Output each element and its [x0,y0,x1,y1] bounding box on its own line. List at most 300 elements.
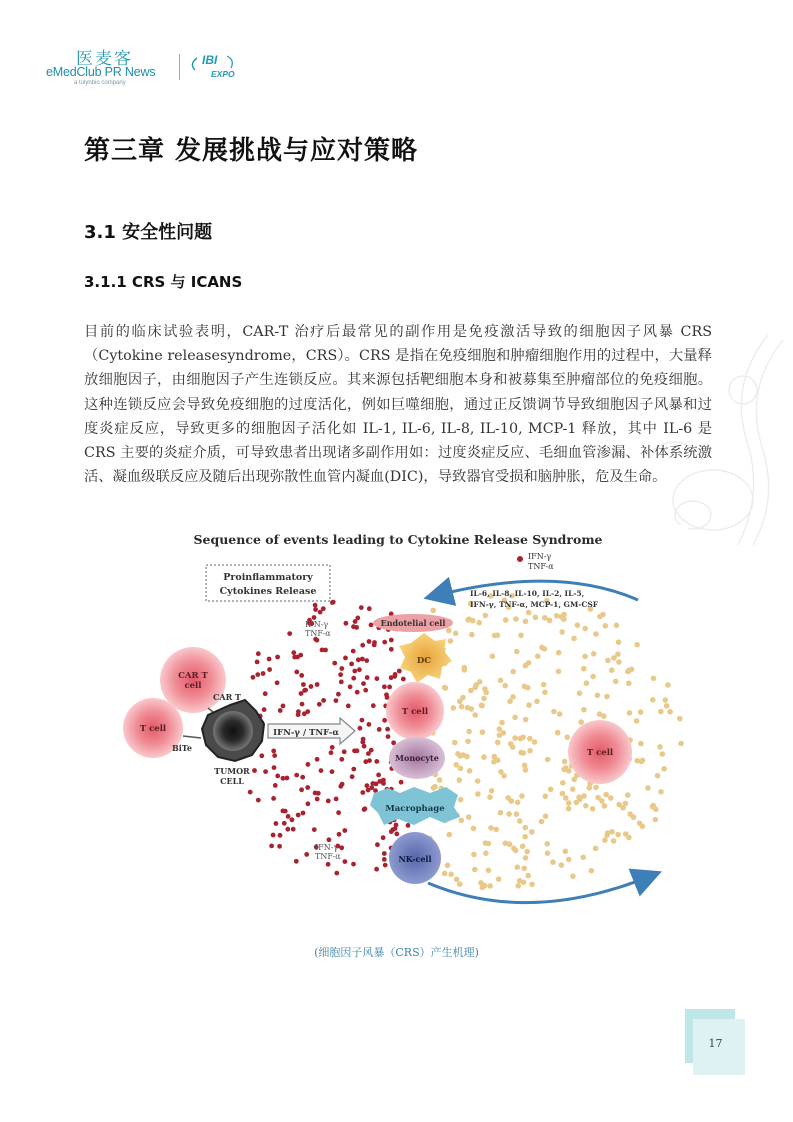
red-cytokine-dot [384,692,389,697]
tan-cytokine-dot [481,696,487,702]
tan-cytokine-dot [554,613,560,619]
tan-cytokine-dot [430,608,436,614]
tan-cytokine-dot [451,705,457,711]
red-cytokine-dot [372,643,377,648]
tan-cytokine-dot [487,794,493,800]
red-cytokine-dot [271,833,276,838]
tan-cytokine-dot [475,778,481,784]
tan-cytokine-dot [581,707,587,713]
tan-cytokine-dot [611,655,617,661]
red-cytokine-dot [382,857,387,862]
red-cytokine-dot [296,813,301,818]
tan-cytokine-dot [529,882,535,888]
tan-cytokine-dot [498,678,504,684]
tan-cytokine-dot [559,614,565,620]
tan-cytokine-dot [515,864,521,870]
tan-cytokine-dot [634,642,640,648]
tan-cytokine-dot [496,876,502,882]
monocyte-label: Monocyte [395,753,439,763]
red-cytokine-dot [382,640,387,645]
tan-cytokine-dot [629,667,635,673]
red-cytokine-dot [383,863,388,868]
tan-cytokine-dot [566,857,572,863]
tan-cytokine-dot [467,768,473,774]
tan-cytokine-dot [638,741,644,747]
red-cytokine-dot [369,623,374,628]
tan-cytokine-dot [488,825,494,831]
red-cytokine-dot [360,643,365,648]
red-cytokine-dot [296,712,301,717]
tan-cytokine-dot [623,801,629,807]
tan-cytokine-dot [519,793,525,799]
red-cytokine-dot [399,780,404,785]
red-cytokine-dot [306,801,311,806]
red-cytokine-dot [285,827,290,832]
tan-cytokine-dot [487,883,493,889]
t-cell-center-label: T cell [401,707,429,717]
red-cytokine-dot [275,680,280,685]
tan-cytokine-dot [526,610,532,616]
red-cytokine-dot [313,603,318,608]
red-cytokine-dot [281,809,286,814]
red-cytokine-dot [275,655,280,660]
red-cytokine-dot [348,684,353,689]
red-cytokine-dot [353,619,358,624]
tan-cytokine-dot [560,780,566,786]
tan-cytokine-dot [564,734,570,740]
tan-cytokine-dot [513,848,519,854]
red-cytokine-dot [301,811,306,816]
red-cytokine-dot [369,748,374,753]
tan-cytokine-dot [640,824,646,830]
tan-cytokine-dot [655,773,661,779]
expo-logo-top: IBI [202,53,218,67]
tan-cytokine-dot [583,803,589,809]
chapter-title: 第三章 发展挑战与应对策略 [84,136,419,166]
macrophage-label: Macrophage [385,804,445,814]
tan-cytokine-dot [580,855,586,861]
tan-cytokine-dot [597,614,603,620]
red-cytokine-dot [298,653,303,658]
body-paragraph: 目前的临床试验表明，CAR-T 治疗后最常见的副作用是免疫激活导致的细胞因子风暴 CRS（Cytokine releasesyndrome，CRS）。CRS 是指在免疫细胞和肿瘤细胞作用的过程中，大量释放细胞因子，由细胞因子产生连锁反应。其来源包括靶细胞本身和被募集至肿瘤部位的免疫细胞。这种连锁反应会导致免疫细胞的过度活化，例如巨噬细胞，通过正反馈调节导致细胞因子风暴和过度炎症反应，导致更多的细胞因子活化如 IL-1, IL-6, IL-8, IL-10, MCP-1 释放，其中 IL-6 是 CRS 主要的炎症介质，可导致患者出现诸多副作用如：过度炎症反应、毛细血管渗漏、补体系统激活、凝血级联反应及随后出现弥散性血管内凝血(DIC)，导致器官受损和脑肿胀，危及生命。 [84,324,712,486]
tan-cytokine-dot [493,827,499,833]
logo-english-name: eMedClub PR News [46,65,156,79]
tan-cytokine-dot [503,617,509,623]
subsection-title: 3.1.1 CRS 与 ICANS [84,273,243,291]
red-cytokine-dot [365,783,370,788]
red-cytokine-dot [299,673,304,678]
tan-cytokine-dot [471,852,477,858]
red-cytokine-dot [315,757,320,762]
car-t-cell-label-2: cell [184,681,202,691]
tan-cytokine-dot [645,785,651,791]
tan-cytokine-dot [512,735,518,741]
tan-cytokine-dot [521,880,527,886]
tan-cytokine-dot [543,813,549,819]
tan-cytokine-dot [462,665,468,671]
red-cytokine-dot [304,852,309,857]
red-cytokine-dot [391,740,396,745]
red-cytokine-dot [360,718,365,723]
red-cytokine-dot [364,658,369,663]
tan-cytokine-dot [638,709,644,715]
tan-cytokine-dot [616,639,622,645]
t-cell-left-label: T cell [139,724,167,734]
tan-cytokine-dot [556,669,562,675]
tan-cytokine-dot [502,683,508,689]
tan-cytokine-dot [512,715,518,721]
cytokine-list-1: IL-6, IL-8, IL-10, IL-2, IL-5, [470,589,585,598]
red-cytokine-dot [363,688,368,693]
lower-ifn-label: IFN-γ [315,843,339,852]
red-cytokine-dot [358,726,363,731]
tan-cytokine-dot [657,744,663,750]
tan-cytokine-dot [499,720,505,726]
tan-cytokine-dot [468,688,474,694]
tan-cytokine-dot [663,697,669,703]
tan-cytokine-dot [578,719,584,725]
red-cytokine-dot [299,691,304,696]
header-logo [46,44,296,92]
tan-cytokine-dot [562,759,568,765]
red-cytokine-dot [367,639,372,644]
tan-cytokine-dot [658,709,664,715]
red-cytokine-dot [339,666,344,671]
tan-cytokine-dot [446,628,452,634]
tan-cytokine-dot [651,803,657,809]
red-cytokine-dot [389,647,394,652]
red-cytokine-dot [389,829,394,834]
red-cytokine-dot [313,791,318,796]
tan-cytokine-dot [472,867,478,873]
expo-logo-bottom: EXPO [211,69,235,79]
red-cytokine-dot [323,648,328,653]
red-cytokine-dot [360,657,365,662]
red-cytokine-dot [290,817,295,822]
red-cytokine-dot [300,702,305,707]
tan-cytokine-dot [545,850,551,856]
tan-cytokine-dot [611,838,617,844]
tan-cytokine-dot [678,741,684,747]
tan-cytokine-dot [514,649,520,655]
tan-cytokine-dot [595,693,601,699]
tan-cytokine-dot [523,855,529,861]
red-cytokine-dot [376,773,381,778]
red-cytokine-dot [326,862,331,867]
tan-cytokine-dot [526,702,532,708]
tan-cytokine-dot [533,615,539,621]
red-cytokine-dot [272,765,277,770]
tan-cytokine-dot [469,632,475,638]
tan-cytokine-dot [609,667,615,673]
red-cytokine-dot [319,768,324,773]
red-cytokine-dot [375,842,380,847]
red-cytokine-dot [330,769,335,774]
legend-tnf: TNF-α [528,562,554,571]
logo-subtitle: a tulynbio company [74,80,126,86]
tan-cytokine-dot [448,638,454,644]
tan-cytokine-dot [603,792,609,798]
tan-cytokine-dot [570,874,576,880]
tan-cytokine-dot [570,786,576,792]
tan-cytokine-dot [605,658,611,664]
tan-cytokine-dot [498,810,504,816]
red-cytokine-dot [286,814,291,819]
lower-tnf-label: TNF-α [315,852,341,861]
car-t-cell-label-1: CAR T [178,671,208,681]
tan-cytokine-dot [457,777,463,783]
tan-cytokine-dot [459,818,465,824]
red-cytokine-dot [339,680,344,685]
tan-cytokine-dot [571,777,577,783]
tan-cytokine-dot [483,613,489,619]
tan-cytokine-dot [575,622,581,628]
red-cytokine-dot [394,832,399,837]
tan-cytokine-dot [442,685,448,691]
upper-tnf-label: TNF-α [305,629,331,638]
red-cytokine-dot [248,790,253,795]
tan-cytokine-dot [475,791,481,797]
dc-label: DC [416,656,432,666]
red-cytokine-dot [329,750,334,755]
red-cytokine-dot [259,753,264,758]
red-cytokine-dot [381,781,386,786]
red-cytokine-dot [397,669,402,674]
tan-cytokine-dot [492,754,498,760]
tan-cytokine-dot [631,814,637,820]
red-cytokine-dot [363,806,368,811]
tan-cytokine-dot [587,785,593,791]
tan-cytokine-dot [548,787,554,793]
red-cytokine-dot [406,823,411,828]
tan-cytokine-dot [524,849,530,855]
tan-cytokine-dot [515,883,521,889]
tan-cytokine-dot [510,694,516,700]
tan-cytokine-dot [614,623,620,629]
red-cytokine-dot [262,707,267,712]
tan-cytokine-dot [486,841,492,847]
tan-cytokine-dot [523,825,529,831]
tan-cytokine-dot [566,806,572,812]
tan-cytokine-dot [437,777,443,783]
tan-cytokine-dot [521,750,527,756]
tan-cytokine-dot [486,868,492,874]
red-cytokine-dot [272,753,277,758]
tan-cytokine-dot [602,837,608,843]
tan-cytokine-dot [465,705,471,711]
tan-cytokine-dot [582,654,588,660]
tan-cytokine-dot [465,739,471,745]
red-cytokine-dot [343,656,348,661]
red-cytokine-dot [309,684,314,689]
red-cytokine-dot [303,688,308,693]
tan-cytokine-dot [589,868,595,874]
tan-cytokine-dot [448,872,454,878]
red-cytokine-dot [261,671,266,676]
car-t-receptor-label: CAR T [213,692,241,702]
red-cytokine-dot [267,657,272,662]
red-cytokine-dot [255,660,260,665]
tan-cytokine-dot [581,793,587,799]
tan-cytokine-dot [591,651,597,657]
tan-cytokine-dot [510,744,516,750]
tan-cytokine-dot [466,729,472,735]
red-cytokine-dot [374,867,379,872]
tan-cytokine-dot [577,690,583,696]
tan-cytokine-dot [634,758,640,764]
red-cytokine-dot [294,773,299,778]
red-cytokine-dot [382,684,387,689]
tan-cytokine-dot [532,739,538,745]
expo-logo [185,50,245,86]
red-cytokine-dot [291,650,296,655]
red-cytokine-dot [301,682,306,687]
t-cell-right-label: T cell [586,748,614,758]
tan-cytokine-dot [457,699,463,705]
tan-cytokine-dot [597,711,603,717]
red-cytokine-dot [346,704,351,709]
red-cytokine-dot [351,767,356,772]
endothelial-label: Endotelial cell [380,618,446,628]
cytokine-list-2: IFN-γ, TNF-α, MCP-1, GM-CSF [470,600,599,609]
tan-cytokine-dot [498,769,504,775]
red-cytokine-dot [357,667,362,672]
red-cytokine-dot [393,826,398,831]
tan-cytokine-dot [542,615,548,621]
red-cytokine-dot [269,844,274,849]
legend-ifn: IFN-γ [528,552,552,561]
red-cytokine-dot [299,787,304,792]
tan-cytokine-dot [543,794,549,800]
red-cytokine-dot [263,769,268,774]
red-cytokine-dot [371,703,376,708]
tan-cytokine-dot [506,811,512,817]
red-cytokine-dot [343,859,348,864]
tan-cytokine-dot [535,653,541,659]
red-cytokine-dot [317,702,322,707]
crs-diagram [108,525,688,915]
red-cytokine-dot [256,798,261,803]
red-cytokine-dot [367,758,372,763]
red-cytokine-dot [271,796,276,801]
tan-cytokine-dot [522,834,528,840]
red-cytokine-dot [385,727,390,732]
tan-cytokine-dot [534,699,540,705]
red-cytokine-dot [313,607,318,612]
tan-cytokine-dot [665,682,671,688]
tan-cytokine-dot [626,681,632,687]
red-cytokine-dot [273,783,278,788]
nk-cell-label: NK-cell [398,854,432,864]
red-cytokine-dot [252,768,257,773]
tan-cytokine-dot [480,729,486,735]
red-cytokine-dot [361,737,366,742]
tan-cytokine-dot [541,682,547,688]
tan-cytokine-dot [599,798,605,804]
red-cytokine-dot [255,672,260,677]
tan-cytokine-dot [664,703,670,709]
red-cytokine-dot [387,685,392,690]
red-cytokine-dot [332,661,337,666]
tan-cytokine-dot [640,758,646,764]
tan-cytokine-dot [557,711,563,717]
tan-cytokine-dot [545,757,551,763]
tan-cytokine-dot [627,710,633,716]
tan-cytokine-dot [527,736,533,742]
red-cytokine-dot [381,835,386,840]
tan-cytokine-dot [458,766,464,772]
red-cytokine-dot [281,704,286,709]
tan-cytokine-dot [566,800,572,806]
tan-cytokine-dot [650,697,656,703]
red-cytokine-dot [340,782,345,787]
red-cytokine-dot [389,638,394,643]
tan-cytokine-dot [623,831,629,837]
red-cytokine-dot [366,788,371,793]
legend-red-dot [517,556,523,562]
tan-cytokine-dot [555,730,561,736]
tan-cytokine-dot [539,645,545,651]
tan-cytokine-dot [525,685,531,691]
tan-cytokine-dot [458,797,464,803]
red-cytokine-dot [300,775,305,780]
tan-cytokine-dot [653,817,659,823]
red-cytokine-dot [375,676,380,681]
red-cytokine-dot [294,670,299,675]
tan-cytokine-dot [480,885,486,891]
tan-cytokine-dot [544,841,550,847]
red-cytokine-dot [351,862,356,867]
tan-cytokine-dot [582,626,588,632]
tan-cytokine-dot [457,881,463,887]
red-cytokine-dot [351,649,356,654]
crs-figure [108,525,688,915]
red-cytokine-dot [382,718,387,723]
red-cytokine-dot [334,871,339,876]
tan-cytokine-dot [483,850,489,856]
tan-cytokine-dot [476,620,482,626]
tan-cytokine-dot [616,659,622,665]
tan-cytokine-dot [521,866,527,872]
proinflammatory-label-1: Proinflammatory [223,572,313,583]
red-cytokine-dot [274,821,279,826]
tan-cytokine-dot [507,841,513,847]
tan-cytokine-dot [520,734,526,740]
tan-cytokine-dot [489,788,495,794]
figure-caption: (细胞因子风暴（CRS）产生机理) [314,946,479,959]
tan-cytokine-dot [559,862,565,868]
red-cytokine-dot [330,600,335,605]
tan-cytokine-dot [505,795,511,801]
red-cytokine-dot [339,757,344,762]
tan-cytokine-dot [590,806,596,812]
tan-cytokine-dot [576,794,582,800]
red-cytokine-dot [306,762,311,767]
red-cytokine-dot [338,672,343,677]
section-title: 3.1 安全性问题 [84,222,213,243]
red-cytokine-dot [278,833,283,838]
tan-cytokine-dot [470,618,476,624]
red-cytokine-dot [305,785,310,790]
red-cytokine-dot [336,692,341,697]
tan-cytokine-dot [593,785,599,791]
red-cytokine-dot [287,631,292,636]
tan-cytokine-dot [667,709,673,715]
red-cytokine-dot [302,711,307,716]
tan-cytokine-dot [559,629,565,635]
tan-cytokine-dot [608,795,614,801]
red-cytokine-dot [362,744,367,749]
